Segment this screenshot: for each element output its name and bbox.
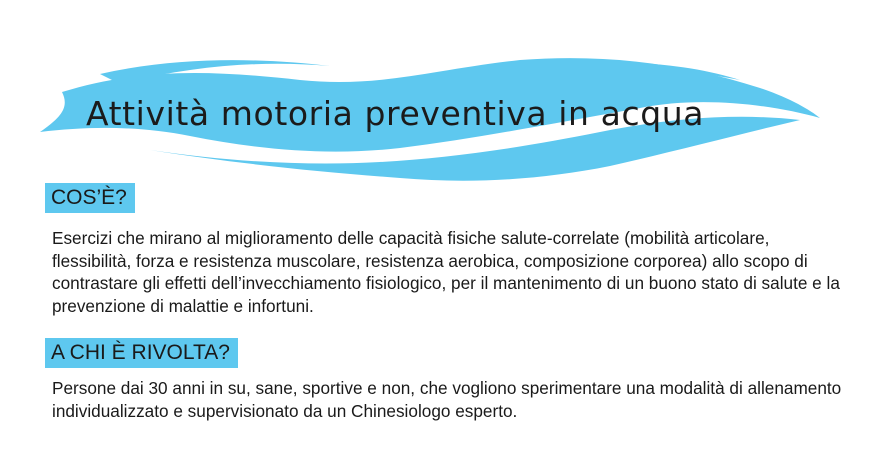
section-body-cose: Esercizi che mirano al miglioramento delle capacità fisiche salute-correlate (mobilità articolare, flessibilità, forza e resistenza muscolare, resistenza aerobica, composizione corporea) allo scopo di contrastare gli effetti dell’invecchiamento fisiologico, per il mantenimento di un buono stato di salute e la prevenzione di malattie e infortuni.: [52, 228, 840, 316]
section-heading-a-chi-e-rivolta: A CHI È RIVOLTA?: [45, 338, 238, 368]
section-heading-cose: COS’È?: [45, 183, 135, 213]
page-title: Attività motoria preventiva in acqua: [86, 94, 705, 133]
section-body-a-chi-e-rivolta: Persone dai 30 anni in su, sane, sportive e non, che vogliono sperimentare una modalità di allenamento individualizzato e supervisionato da un Chinesiologo esperto.: [52, 378, 842, 421]
